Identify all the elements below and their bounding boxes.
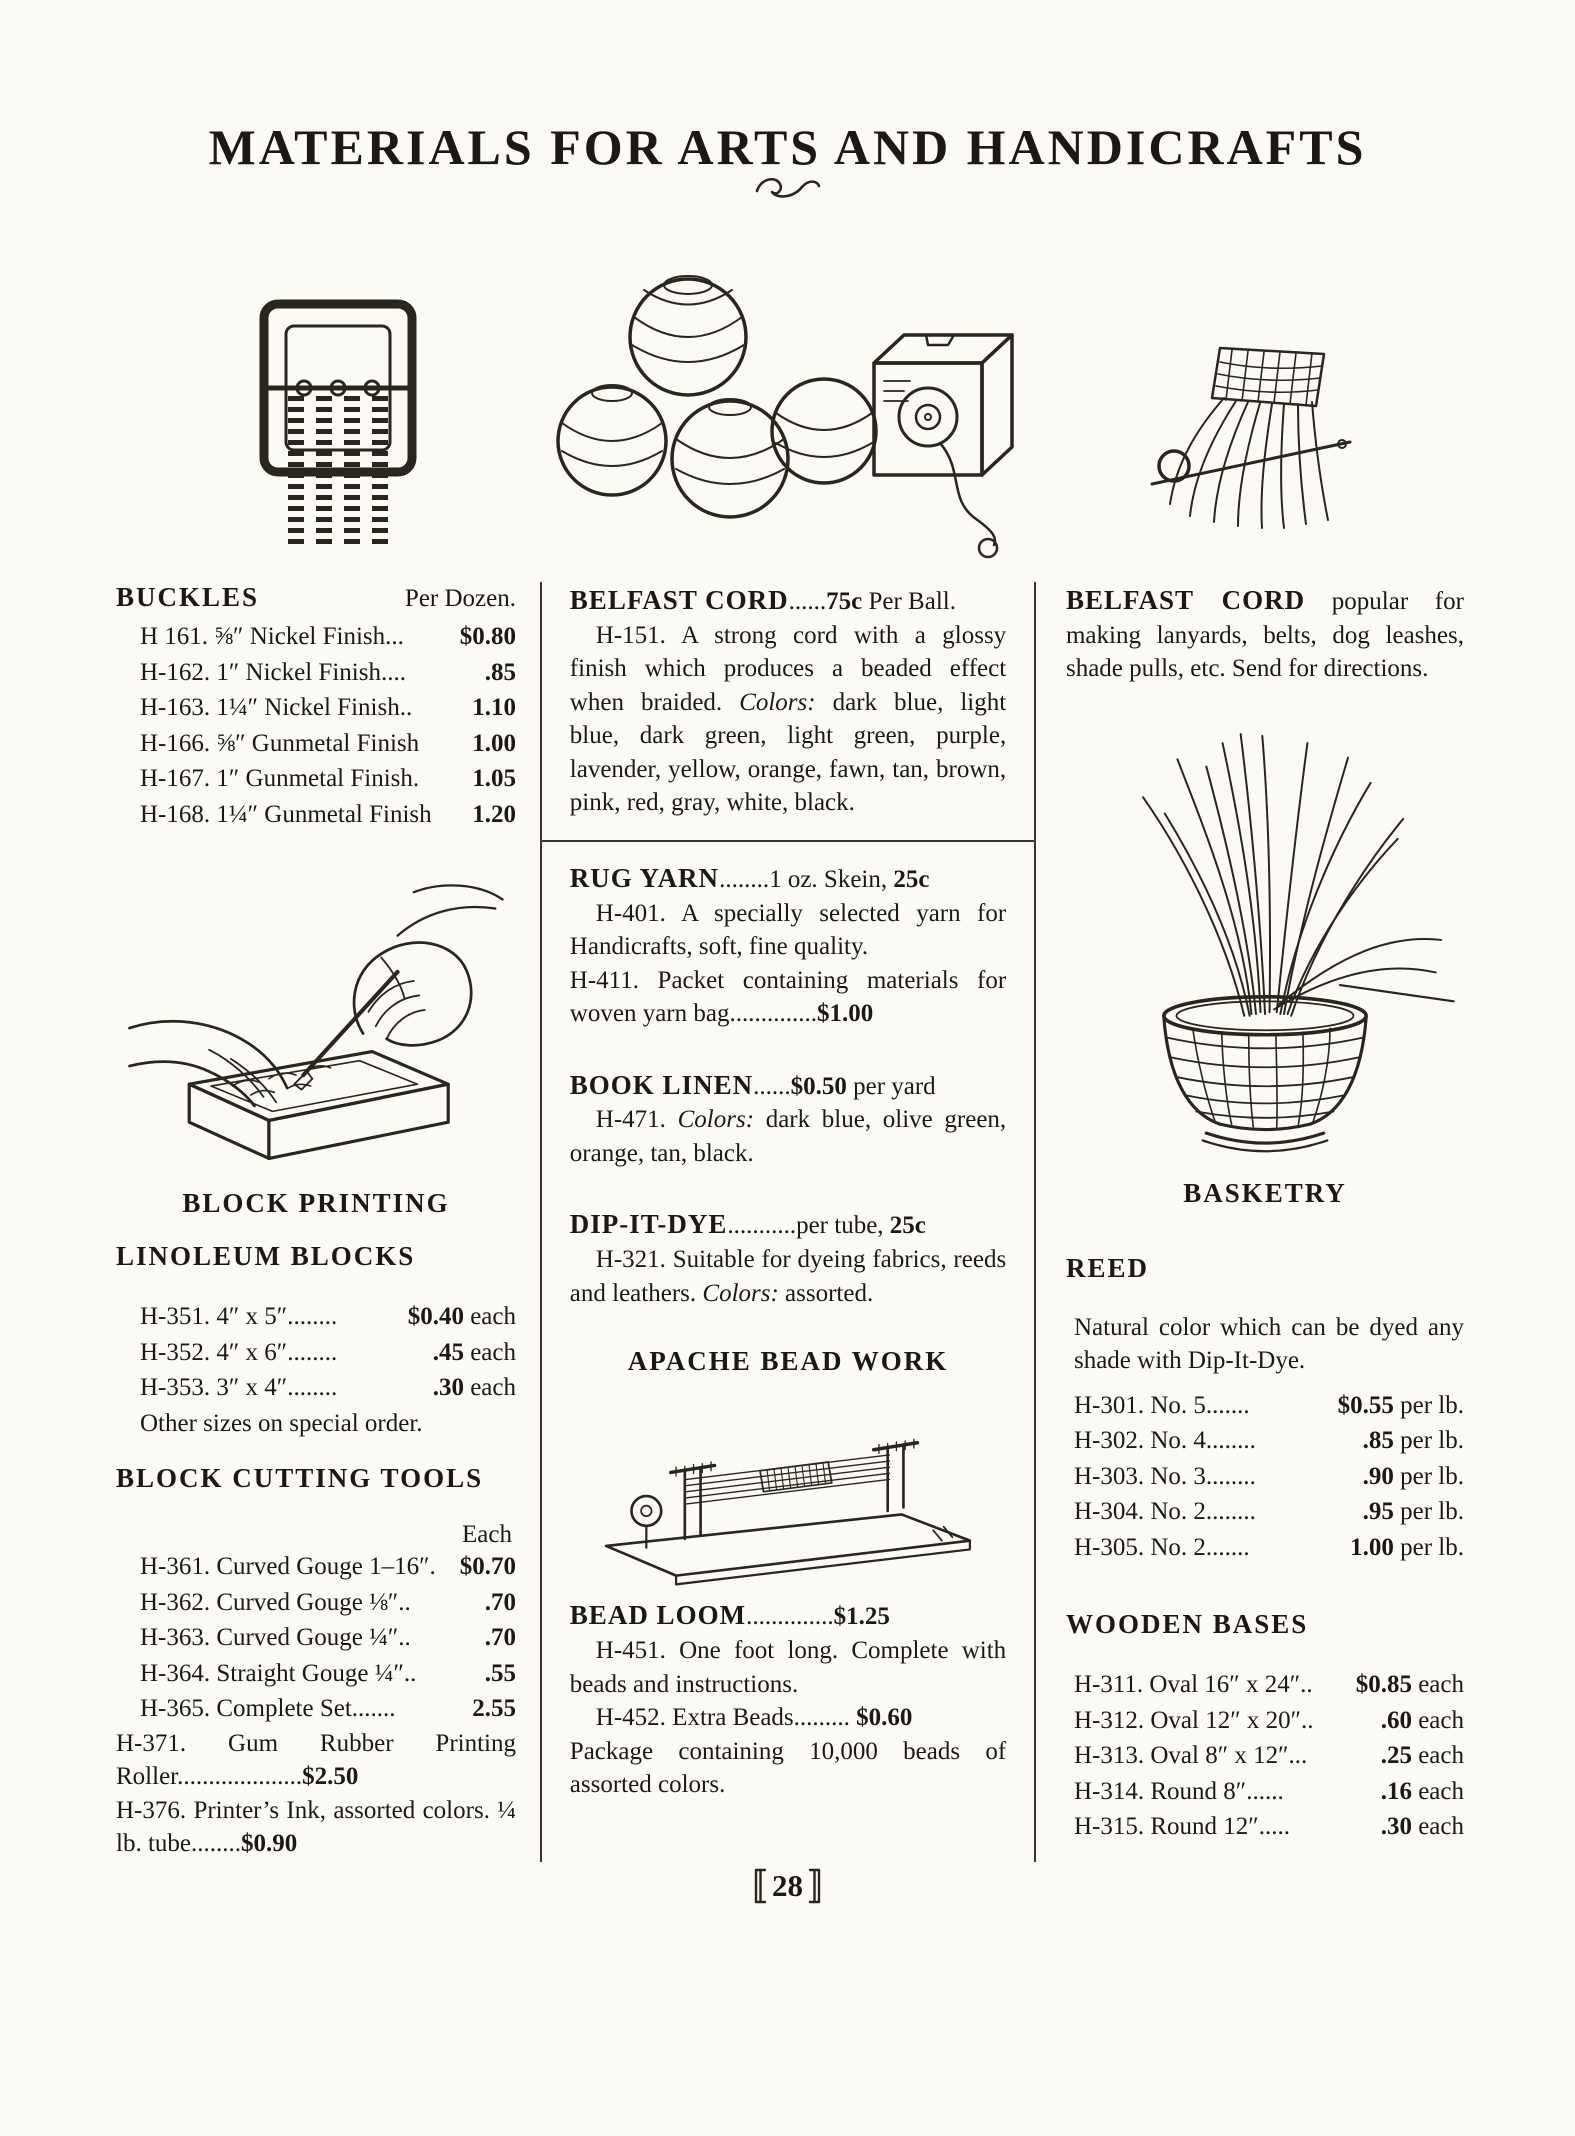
price-row <box>1066 1667 1464 1703</box>
item-price: .45 <box>432 1338 464 1366</box>
price-row <box>1066 1423 1464 1459</box>
item-price-group <box>472 761 516 797</box>
price-row <box>116 690 516 726</box>
item-price: $2.50 <box>302 1763 359 1791</box>
book-linen-description: H-471. Colors: dark blue, olive green, orange, tan, black. <box>569 1106 1007 1167</box>
price-row <box>1066 1530 1464 1566</box>
item-price: .30 <box>1380 1813 1412 1840</box>
item-price-group <box>485 1620 516 1656</box>
item-price-group <box>1350 1530 1464 1566</box>
item-price: .70 <box>484 1624 516 1652</box>
price-row <box>1066 1774 1464 1810</box>
item-price: .95 <box>1362 1498 1394 1525</box>
item-label: H-351. 4″ x 5″........ <box>140 1303 338 1331</box>
dip-it-dye-heading: DIP-IT-DYE...........per tube, 25c <box>569 1209 926 1240</box>
item-price: .85 <box>1362 1427 1394 1454</box>
item-unit: each <box>1411 1671 1464 1698</box>
apache-bead-work-heading: APACHE BEAD WORK <box>627 1346 949 1376</box>
item-label: H-305. No. 2....... <box>1073 1533 1250 1561</box>
block-printing-illustration <box>116 856 516 1182</box>
item-price-group <box>408 1299 516 1335</box>
item-label: H-313. Oval 8″ x 12″... <box>1073 1742 1308 1769</box>
item-label: H-361. Curved Gouge 1–16″. <box>140 1553 436 1581</box>
bead-loom-heading: BEAD LOOM..............$1.25 <box>569 1600 890 1631</box>
item-price: 1.05 <box>472 765 516 792</box>
content-columns <box>112 582 1464 1862</box>
item-price: .90 <box>1362 1462 1394 1490</box>
item-price: $1.00 <box>816 1000 874 1027</box>
rug-yarn-description: H-401. A specially selected yarn for Handicrafts, soft, fine quality. <box>569 899 1007 960</box>
price-row <box>116 1585 516 1621</box>
buckles-illustration <box>248 258 428 563</box>
price-row <box>116 1335 516 1371</box>
price-row <box>1066 1738 1464 1774</box>
item-label: H-312. Oval 12″ x 20″.. <box>1073 1706 1314 1734</box>
right-column <box>1036 582 1464 1862</box>
item-price-group <box>472 1691 516 1727</box>
buckles-heading: BUCKLES <box>116 582 260 612</box>
colors-label: Colors: <box>739 688 816 716</box>
item-price: 1.00 <box>1350 1533 1394 1561</box>
item-price-group <box>485 1656 516 1692</box>
price-row <box>1066 1703 1464 1739</box>
item-unit: per lb. <box>1393 1533 1464 1561</box>
item-price-group <box>1363 1459 1464 1495</box>
item-price-group <box>460 1549 516 1585</box>
page-footer <box>0 1866 1575 1906</box>
item-price: $0.40 <box>407 1303 464 1331</box>
item-price: .60 <box>1380 1706 1412 1734</box>
item-label: H-315. Round 12″..... <box>1073 1813 1290 1840</box>
item-label: H-304. No. 2........ <box>1073 1498 1256 1525</box>
item-price: $0.70 <box>459 1553 516 1581</box>
linoleum-note: Other sizes on special order. <box>140 1409 423 1437</box>
item-unit: each <box>463 1303 516 1331</box>
item-label: H-371. Gum Rubber Printing Roller.................... <box>116 1729 516 1791</box>
price-row <box>1066 1388 1464 1424</box>
item-price: .16 <box>1380 1777 1412 1805</box>
price-row <box>116 1620 516 1656</box>
item-price-group <box>485 1585 516 1621</box>
item-label: H-302. No. 4........ <box>1073 1427 1256 1454</box>
item-label: H-364. Straight Gouge ¼″.. <box>140 1659 417 1687</box>
item-label: H-168. 1¼″ Gunmetal Finish <box>140 800 432 828</box>
item-price-group <box>1338 1388 1464 1424</box>
item-price-group <box>1381 1809 1464 1845</box>
item-price-group <box>485 655 516 691</box>
item-price: $0.85 <box>1355 1671 1412 1698</box>
item-label: H-365. Complete Set....... <box>140 1695 396 1723</box>
item-label: H-163. 1¼″ Nickel Finish.. <box>140 694 413 721</box>
colors-label: Colors: <box>677 1106 755 1134</box>
price-row <box>116 619 516 655</box>
item-unit: per lb. <box>1393 1427 1464 1454</box>
reed-heading: REED <box>1065 1252 1149 1283</box>
item-price: .25 <box>1380 1742 1412 1769</box>
item-price-group <box>1381 1774 1464 1810</box>
basketry-heading: BASKETRY <box>1183 1177 1347 1208</box>
item-label: H-353. 3″ x 4″........ <box>140 1374 338 1402</box>
item-price: $0.90 <box>241 1830 298 1858</box>
item-unit: each <box>1411 1742 1464 1769</box>
item-price-group <box>472 797 516 833</box>
price-row <box>116 1370 516 1406</box>
item-price: .30 <box>432 1374 464 1402</box>
item-label: H-167. 1″ Gunmetal Finish. <box>140 765 420 792</box>
price-row <box>1066 1459 1464 1495</box>
item-unit: per lb. <box>1393 1462 1464 1490</box>
item-price-group <box>472 690 516 726</box>
item-unit: per lb. <box>1393 1391 1464 1419</box>
price-row <box>116 797 516 833</box>
item-price: 2.55 <box>472 1695 516 1723</box>
item-label: H-162. 1″ Nickel Finish.... <box>140 658 406 686</box>
item-price-group <box>472 726 516 762</box>
item-label: H-311. Oval 16″ x 24″.. <box>1073 1671 1313 1698</box>
item-unit: each <box>1411 1777 1464 1805</box>
item-price: $0.60 <box>856 1704 913 1732</box>
page-number-bracket-right-icon <box>808 1866 824 1906</box>
belfast-cord-note: BELFAST CORD popular for making lanyards, belts, dog leashes, shade pulls, etc. Send for directions. <box>1065 585 1464 682</box>
belfast-cord-heading: BELFAST CORD......75c Per Ball. <box>569 585 956 615</box>
buckles-section-header <box>116 582 516 613</box>
item-unit: per lb. <box>1393 1498 1464 1525</box>
item-label: H-352. 4″ x 6″........ <box>140 1338 338 1366</box>
item-unit: each <box>463 1374 516 1402</box>
bead-loom-description: H-451. One foot long. Complete with beads and instructions. <box>569 1637 1007 1698</box>
item-label: H-363. Curved Gouge ¼″.. <box>140 1624 411 1652</box>
colors-label: Colors: <box>702 1279 779 1307</box>
cord-balls-and-box-illustration <box>528 245 1028 565</box>
item-label: H-362. Curved Gouge ⅛″.. <box>140 1588 411 1616</box>
item-unit: each <box>463 1338 516 1366</box>
belfast-cord-description: H-151. A strong cord with a glossy finish which produces a beaded effect when braided. Colors: dark blue, light blue, dark green, light green, purple, lavender, yellow, orange, fawn, tan, brown, pink, red, gray, white, black. <box>569 621 1007 817</box>
item-label: H-301. No. 5....... <box>1073 1391 1250 1419</box>
item-price-group <box>1356 1667 1464 1703</box>
item-unit: each <box>1411 1706 1464 1734</box>
price-row <box>116 1549 516 1585</box>
price-row <box>116 655 516 691</box>
page-number: 28 <box>772 1868 803 1903</box>
left-column <box>112 582 540 1862</box>
printing-roller-item <box>116 1727 516 1794</box>
item-price-group <box>1363 1494 1464 1530</box>
item-price-group <box>1381 1738 1464 1774</box>
item-price: .70 <box>484 1588 516 1616</box>
dip-it-dye-description: H-321. Suitable for dyeing fabrics, reeds and leathers. Colors: assorted. <box>569 1246 1007 1307</box>
price-row <box>1066 1494 1464 1530</box>
price-row <box>116 761 516 797</box>
item-price: $0.55 <box>1337 1391 1394 1419</box>
extra-beads-item: H-452. Extra Beads......... $0.60 <box>595 1704 913 1732</box>
middle-column <box>542 582 1034 1862</box>
item-price-group <box>460 619 516 655</box>
item-price-group <box>433 1335 516 1371</box>
price-row <box>116 726 516 762</box>
page-title: MATERIALS FOR ARTS AND HANDICRAFTS <box>208 118 1367 175</box>
item-label: H-314. Round 8″...... <box>1073 1777 1284 1805</box>
wooden-bases-heading: WOODEN BASES <box>1065 1609 1309 1639</box>
price-row <box>116 1691 516 1727</box>
item-price-group <box>1363 1423 1464 1459</box>
reed-description: Natural color which can be dyed any shade with Dip-It-Dye. <box>1073 1313 1464 1374</box>
bead-loom-illustration <box>570 1399 1006 1587</box>
item-price-group <box>1381 1703 1464 1739</box>
buckles-unit-label: Per Dozen. <box>404 585 516 612</box>
item-label: H-376. Printer’s Ink, assorted colors. ¼ lb. tube........ <box>116 1796 516 1858</box>
cutting-tools-heading: BLOCK CUTTING TOOLS <box>116 1463 484 1494</box>
item-price-group <box>433 1370 516 1406</box>
linoleum-blocks-heading: LINOLEUM BLOCKS <box>116 1241 416 1272</box>
book-linen-heading: BOOK LINEN......$0.50 per yard <box>569 1069 936 1100</box>
ornament-squiggle-icon <box>0 172 1575 207</box>
page-number-bracket-left-icon <box>751 1866 767 1906</box>
item-price: $0.80 <box>459 623 516 650</box>
price-row <box>116 1299 516 1335</box>
macrame-lanyard-illustration <box>1128 338 1358 543</box>
item-unit: each <box>1411 1813 1464 1840</box>
item-price: 1.00 <box>472 729 516 757</box>
price-row <box>116 1656 516 1692</box>
each-column-label: Each <box>462 1521 512 1549</box>
basket-illustration <box>1066 716 1464 1172</box>
item-price: 1.10 <box>472 694 516 721</box>
item-label: H-303. No. 3........ <box>1073 1462 1256 1490</box>
item-label: H-166. ⅝″ Gunmetal Finish <box>140 729 420 757</box>
section-divider <box>542 840 1034 842</box>
rug-yarn-heading: RUG YARN........1 oz. Skein, 25c <box>569 862 930 893</box>
item-price: .55 <box>484 1659 516 1687</box>
extra-beads-note: Package containing 10,000 beads of assorted colors. <box>569 1737 1007 1799</box>
block-printing-heading: BLOCK PRINTING <box>182 1188 450 1218</box>
printers-ink-item <box>116 1794 516 1861</box>
price-row <box>1066 1809 1464 1845</box>
item-label: H 161. ⅝″ Nickel Finish... <box>140 623 404 650</box>
item-price: .85 <box>484 658 516 686</box>
rug-yarn-packet-item: H-411. Packet containing materials for woven yarn bag..............$1.00 <box>569 966 1007 1027</box>
item-price: 1.20 <box>472 800 516 828</box>
